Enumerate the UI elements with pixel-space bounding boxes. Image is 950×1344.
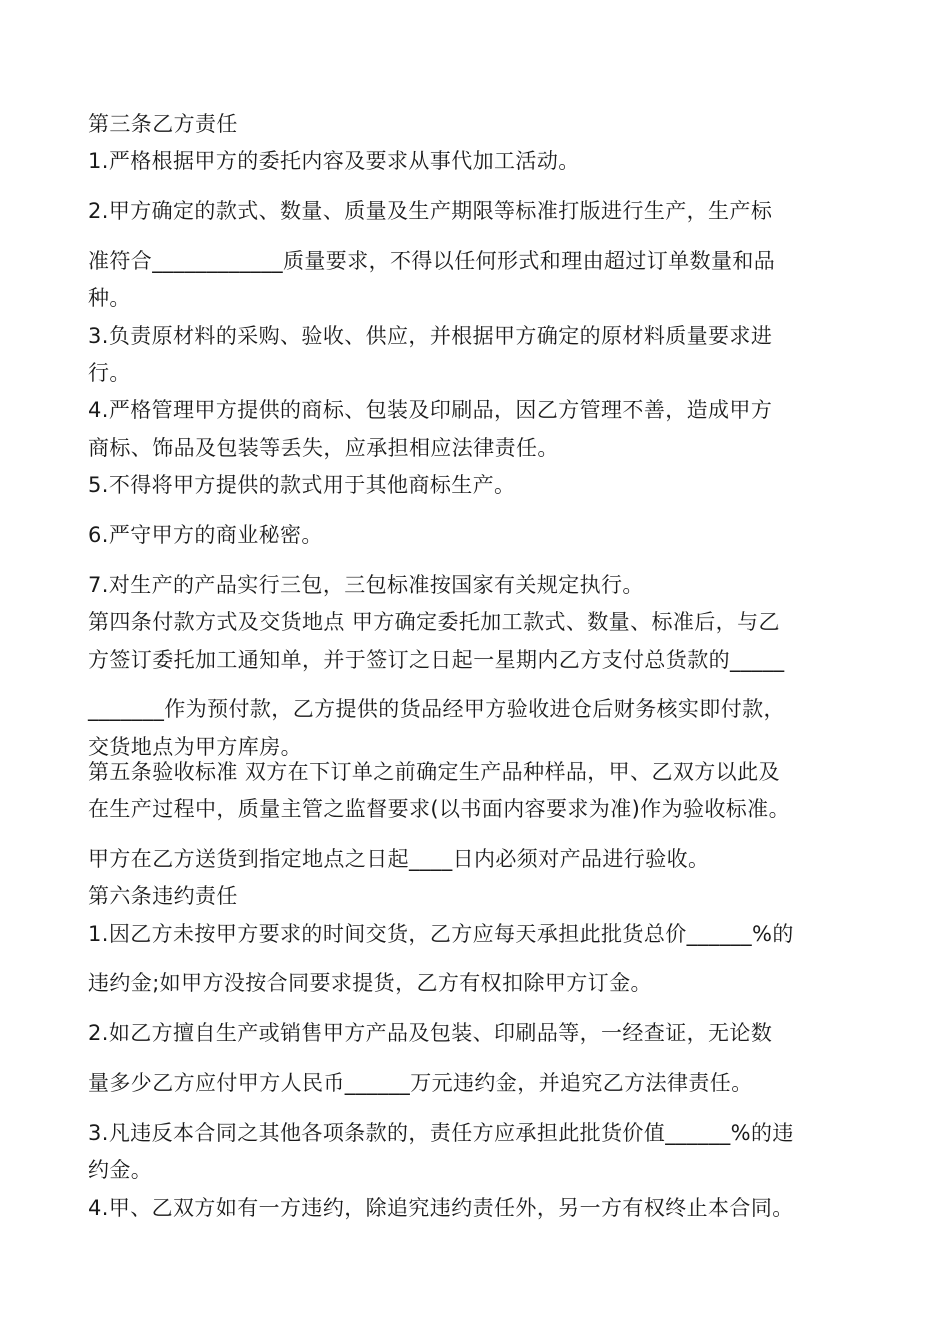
article-6-heading: 第六条违约责任 [88,884,238,908]
text-line: 甲方在乙方送货到指定地点之日起____日内必须对产品进行验收。 [88,847,710,871]
text-line: 量多少乙方应付甲方人民币______万元违约金，并追究乙方法律责任。 [88,1071,753,1095]
text-line: 交货地点为甲方库房。 [88,735,302,759]
text-line: 违约金;如甲方没按合同要求提货，乙方有权扣除甲方订金。 [88,971,652,995]
text-line: 种。 [88,286,131,310]
text-line: 3.负责原材料的采购、验收、供应，并根据甲方确定的原材料质量要求进 [88,324,773,348]
text-line: 商标、饰品及包装等丢失，应承担相应法律责任。 [88,436,559,460]
text-line: 约金。 [88,1158,153,1182]
text-line: 4.甲、乙双方如有一方违约，除追究违约责任外，另一方有权终止本合同。 [88,1196,794,1220]
text-line: 在生产过程中，质量主管之监督要求(以书面内容要求为准)作为验收标准。 [88,797,790,821]
text-line: 2.甲方确定的款式、数量、质量及生产期限等标准打版进行生产，生产标 [88,199,773,223]
article-4-text: 第四条付款方式及交货地点 甲方确定委托加工款式、数量、标准后，与乙 [88,610,780,634]
text-line: 4.严格管理甲方提供的商标、包装及印刷品，因乙方管理不善，造成甲方 [88,398,773,422]
article-5-text: 第五条验收标准 双方在下订单之前确定生产品种样品，甲、乙双方以此及 [88,760,780,784]
text-line: 方签订委托加工通知单，并于签订之日起一星期内乙方支付总货款的_____ [88,648,785,672]
text-line: 行。 [88,361,131,385]
text-line: 3.凡违反本合同之其他各项条款的，责任方应承担此批货价值______%的违 [88,1121,794,1145]
text-line: 7.对生产的产品实行三包，三包标准按国家有关规定执行。 [88,573,644,597]
text-line: _______作为预付款，乙方提供的货品经甲方验收进仓后财务核实即付款， [88,697,785,721]
text-line: 6.严守甲方的商业秘密。 [88,523,323,547]
text-line: 1.因乙方未按甲方要求的时间交货，乙方应每天承担此批货总价______%的 [88,922,794,946]
text-line: 1.严格根据甲方的委托内容及要求从事代加工活动。 [88,149,580,173]
article-3-heading: 第三条乙方责任 [88,112,238,136]
text-line: 5.不得将甲方提供的款式用于其他商标生产。 [88,473,516,497]
text-line: 2.如乙方擅自生产或销售甲方产品及包装、印刷品等，一经查证，无论数 [88,1021,773,1045]
text-line: 准符合____________质量要求，不得以任何形式和理由超过订单数量和品 [88,249,776,273]
